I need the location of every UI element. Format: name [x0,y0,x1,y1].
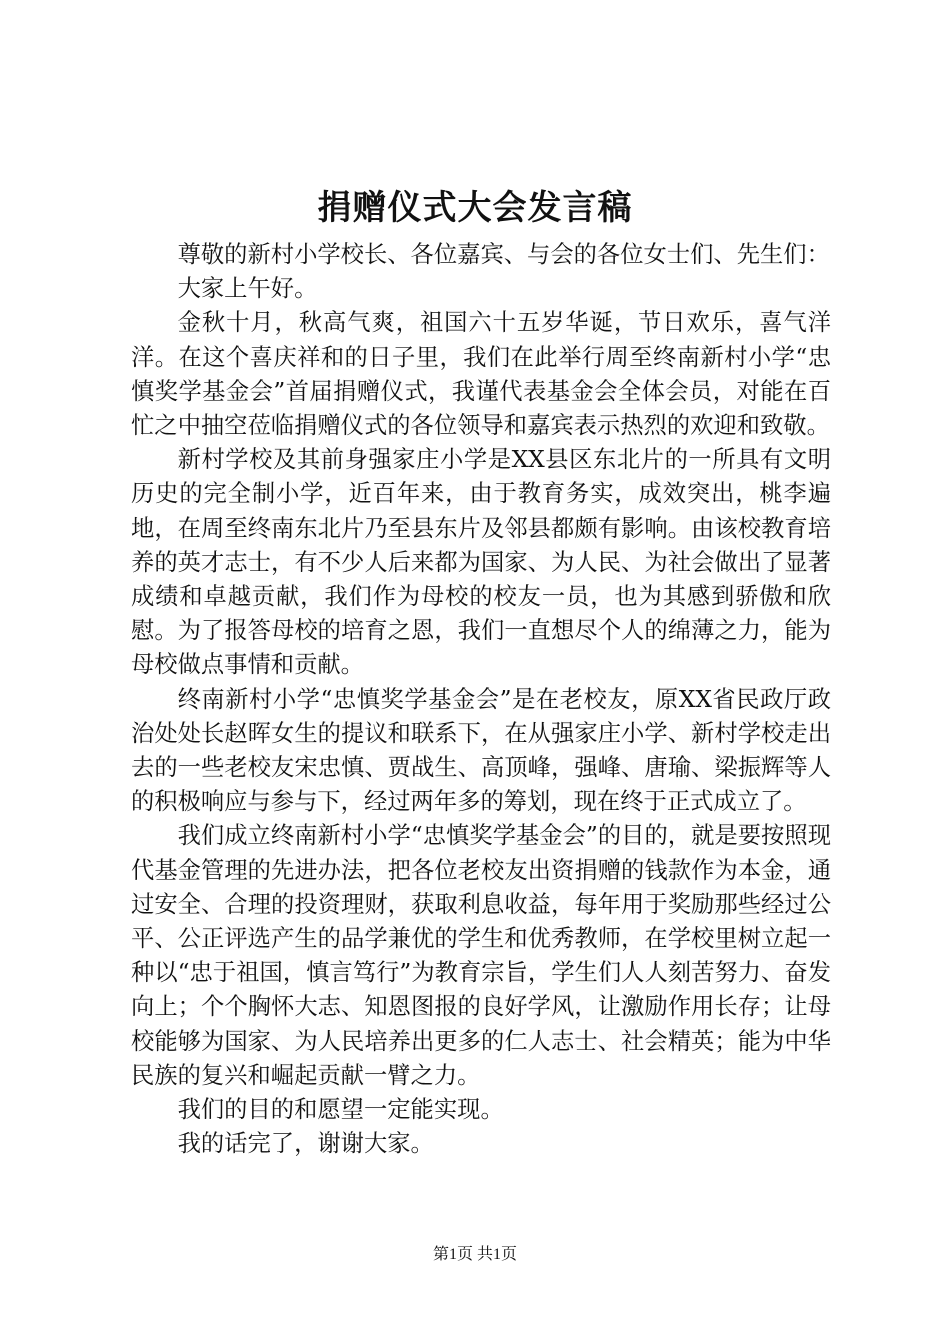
document-title: 捐赠仪式大会发言稿 [317,188,633,228]
paragraph-foundation-purpose: 我们成立终南新村小学“忠慎奖学基金会”的目的，就是要按照现代基金管理的先进办法，把各位老校友出资捐赠的钱款作为本金，通过安全、合理的投资理财，获取利息收益，每年用于奖励那些经过公平、公正评选产生的品学兼优的学生和优秀教师，在学校里树立起一种以“忠于祖国，慎言笃行”为教育宗旨，学生们人人刻苦努力、奋发向上；个个胸怀大志、知恩图报的良好学风，让激励作用长存；让母校能够为国家、为人民培养出更多的仁人志士、社会精英；能为中华民族的复兴和崛起贡献一臂之力。 [131,822,831,1089]
paragraph-salutation: 尊敬的新村小学校长、各位嘉宾、与会的各位女士们、先生们： [177,241,830,268]
paragraph-wish: 我们的目的和愿望一定能实现。 [177,1096,504,1124]
paragraph-foundation-origin: 终南新村小学“忠慎奖学基金会”是在老校友，原XX省民政厅政治处处长赵晖女生的提议和联系下，在从强家庄小学、新村学校走出去的一些老校友宋忠慎、贾战生、高顶峰，强峰、唐瑜、梁振辉等人的积极响应与参与下，经过两年多的筹划，现在终于正式成立了。 [131,685,831,816]
page-footer: 第1页 共1页 [432,1246,517,1263]
paragraph-closing: 我的话完了，谢谢大家。 [177,1130,434,1158]
document-body [131,238,831,1161]
paragraph-greeting: 大家上午好。 [177,275,318,303]
paragraph-opening: 金秋十月，秋高气爽，祖国六十五岁华诞，节日欢乐，喜气洋洋。在这个喜庆祥和的日子里，我们在此举行周至终南新村小学“忠慎奖学基金会”首届捐赠仪式，我谨代表基金会全体会员，对能在百忙之中抽空莅临捐赠仪式的各位领导和嘉宾表示热烈的欢迎和致敬。 [131,309,831,440]
paragraph-school-history: 新村学校及其前身强家庄小学是XX县区东北片的一所具有文明历史的完全制小学，近百年来，由于教育务实，成效突出，桃李遍地，在周至终南东北片乃至县东片及邻县都颇有影响。由该校教育培养的英才志士，有不少人后来都为国家、为人民、为社会做出了显著成绩和卓越贡献，我们作为母校的校友一员，也为其感到骄傲和欣慰。为了报答母校的培育之恩，我们一直想尽个人的绵薄之力，能为母校做点事情和贡献。 [131,446,831,679]
